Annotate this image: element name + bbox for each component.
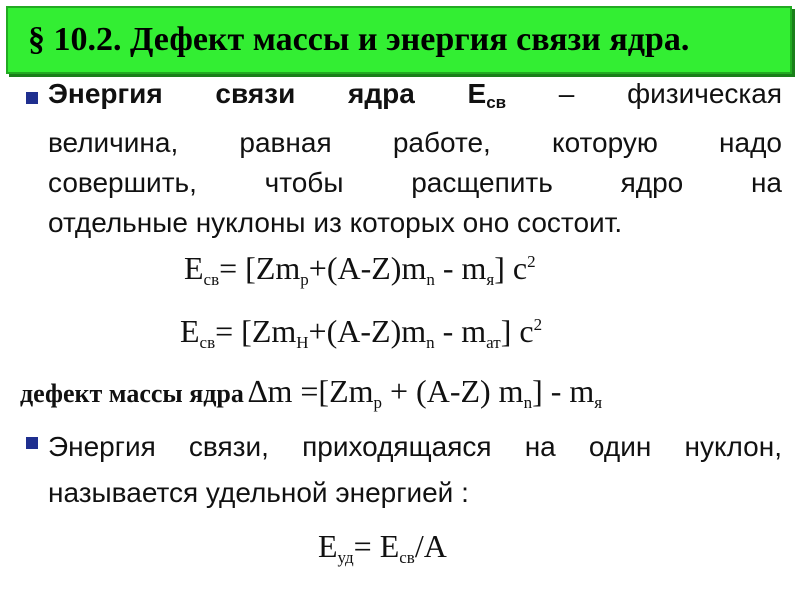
paragraph-specific-energy (48, 424, 782, 516)
paragraph-line-3: совершить, чтобы расщепить ядро на (48, 167, 782, 198)
energy-symbol: $Е_{св}$ (467, 78, 507, 112)
paragraph-binding-energy (48, 74, 782, 243)
formula-binding-energy-hydrogen: $E_{св}= [Zm_H+(A-Z)m_n - m_{ат}]$ $c^2$ (180, 313, 543, 352)
title-banner (6, 6, 792, 74)
paragraph-line-1 (48, 74, 782, 123)
paragraph-line-4: отдельные нуклоны из которых оно состоит. (48, 207, 623, 238)
line-1-start: Энергия связи ядра (48, 78, 415, 109)
bullet-marker-1 (26, 92, 38, 104)
bullet-marker-2 (26, 437, 38, 449)
page-title: § 10.2. Дефект массы и энергия связи ядра. (28, 21, 690, 58)
formula-binding-energy-protons: $E_{св}= [Zm_p+(A-Z)m_n - m_я]$ $c^2$ (184, 250, 536, 289)
formula-specific-energy: $E_{уд}= E_{св}/A$ (318, 528, 447, 567)
line-1-tail: – физическая (558, 78, 782, 109)
paragraph2-line-1: Энергия связи, приходящаяся на один нуклон, (48, 431, 782, 462)
mass-defect-line (20, 373, 602, 413)
paragraph-line-2: величина, равная работе, которую надо (48, 127, 782, 158)
mass-defect-formula: $\Delta m =[Zm_p + (A-Z)$ $m_n] - m_я$ (247, 373, 603, 412)
mass-defect-label: дефект массы ядра (20, 379, 244, 408)
paragraph2-line-2: называется удельной энергией : (48, 477, 469, 508)
